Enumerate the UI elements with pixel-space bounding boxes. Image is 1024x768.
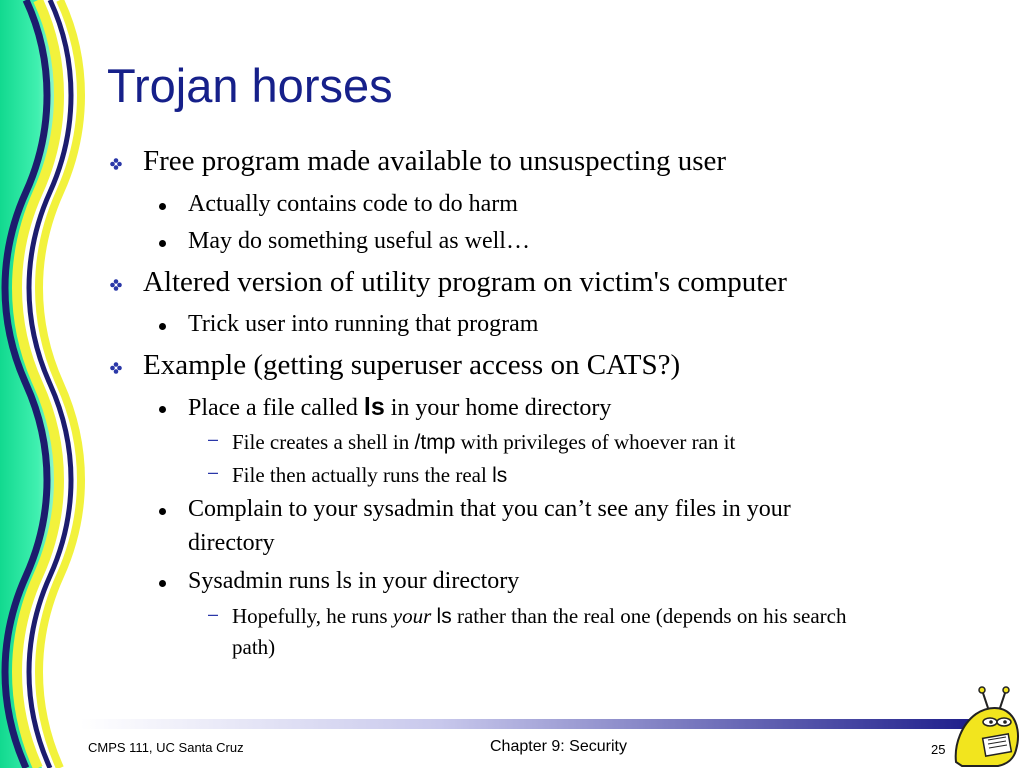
sub-bullet-text: Sysadmin runs ls in your directory bbox=[188, 568, 520, 594]
diamond-bullet-icon bbox=[110, 279, 122, 291]
dot-bullet-icon bbox=[159, 406, 166, 413]
sub-bullet-text: Trick user into running that program bbox=[188, 311, 539, 337]
text-run: File creates a shell in bbox=[232, 430, 415, 454]
diamond-bullet-icon bbox=[110, 158, 122, 170]
banana-slug-mascot-icon bbox=[948, 684, 1024, 768]
code-text: ls bbox=[492, 464, 508, 487]
dot-bullet-icon bbox=[159, 203, 166, 210]
code-text: ls bbox=[436, 605, 452, 628]
sub-bullet-text-continuation: directory bbox=[188, 530, 275, 556]
italic-text: your bbox=[392, 604, 432, 628]
page-number: 25 bbox=[931, 742, 946, 757]
sub-bullet-text: Complain to your sysadmin that you can’t see any files in your bbox=[188, 496, 791, 522]
text-run: in your home directory bbox=[384, 395, 612, 421]
sub-sub-bullet-text bbox=[232, 463, 507, 488]
bullet-text: Free program made available to unsuspecting user bbox=[143, 145, 727, 177]
dot-bullet-icon bbox=[159, 508, 166, 515]
footer-divider bbox=[80, 719, 980, 729]
sub-bullet-text: Actually contains code to do harm bbox=[188, 191, 518, 217]
dot-bullet-icon bbox=[159, 323, 166, 330]
sub-bullet-text bbox=[188, 393, 611, 422]
footer-course: CMPS 111, UC Santa Cruz bbox=[88, 740, 244, 755]
bullet-text: Altered version of utility program on victim's computer bbox=[143, 266, 787, 298]
sub-sub-bullet-text bbox=[232, 604, 846, 629]
dot-bullet-icon bbox=[159, 580, 166, 587]
footer-chapter: Chapter 9: Security bbox=[490, 738, 627, 755]
code-text: ls bbox=[363, 393, 385, 421]
sub-bullet-text: May do something useful as well… bbox=[188, 228, 530, 254]
text-run: rather than the real one (depends on his search bbox=[451, 604, 847, 628]
sub-sub-bullet-text bbox=[232, 430, 735, 455]
slide-title: Trojan horses bbox=[107, 59, 393, 112]
diamond-bullet-icon bbox=[110, 362, 122, 374]
text-run: with privileges of whoever ran it bbox=[455, 430, 736, 454]
text-run: Place a file called bbox=[188, 395, 364, 421]
sub-sub-bullet-text-continuation: path) bbox=[232, 635, 276, 659]
text-run: File then actually runs the real bbox=[232, 463, 493, 487]
text-run: Hopefully, he runs bbox=[232, 604, 393, 628]
code-text: /tmp bbox=[414, 431, 456, 454]
dash-bullet-icon: – bbox=[208, 604, 219, 624]
dash-bullet-icon: – bbox=[208, 462, 219, 482]
dot-bullet-icon bbox=[159, 240, 166, 247]
bullet-text: Example (getting superuser access on CATS?) bbox=[143, 349, 681, 381]
dash-bullet-icon: – bbox=[208, 429, 219, 449]
